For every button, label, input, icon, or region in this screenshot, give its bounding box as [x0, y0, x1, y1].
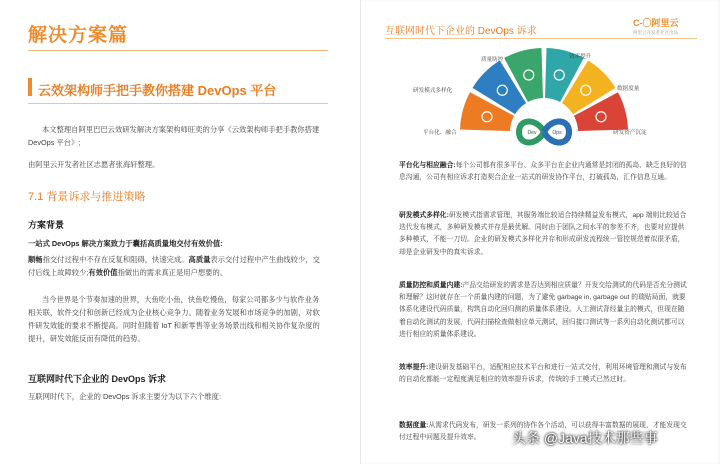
subsection-heading: 7.1 背景诉求与推进策略 [28, 191, 146, 203]
term-quality: 高质量 [188, 255, 211, 264]
context-paragraph: 当今世界是个节奏加速的世界，大鱼吃小鱼，快鱼吃慢鱼，每家公司都多少与软件业务相关联，软件交付和创新已经成为企业核心竞争力。随着业务发展和市场竞争的加剧，对软件研发效能的要求不断提高。同时但随着 IoT 和新零售等业务场景出线和相关协作复杂度的提升，研发效能反而有降低的趋势。 [28, 295, 320, 343]
devops-wheel-svg [399, 44, 689, 156]
term-quality-desc: 表示交付过程中产生曲线较少，交付后线上故障较少; [28, 255, 320, 277]
ops-label: Ops [552, 130, 562, 136]
background-heading: 方案背景 [28, 220, 65, 230]
devops-wheel-diagram [399, 44, 689, 156]
para-efficiency [399, 362, 689, 386]
chapter-title [28, 80, 276, 99]
term-value-desc: 指做出的需求真正是用户想要的。 [117, 268, 228, 277]
label-data-metrics: 数据度量 [617, 86, 640, 92]
para-dev-modes-term: 研发模式多样化: [399, 212, 449, 219]
para-platform [399, 160, 689, 184]
label-platform: 平台化、融合 [423, 130, 457, 136]
logo-subtitle: 阿里云开发者社区出品 [633, 30, 678, 35]
devops-demands-heading: 互联网时代下企业的 DevOps 诉求 [28, 374, 167, 384]
right-page-title: 互联网时代下企业的 DevOps 诉求 [385, 26, 537, 37]
para-efficiency-text: 建设研发基础平台，适配相应技术平台和进行一站式交付，利用环境管理和测试与发布的自动化都能一定程度满足相应的效率提升诉求，传统的手工模式已然过时。 [399, 364, 687, 384]
label-assets: 研发资产沉淀 [613, 130, 647, 136]
term-value: 有效价值 [88, 268, 118, 277]
right-page [360, 0, 720, 464]
para-quality-text: 产品交给研发的需求是否达到相应质量？开发交给测试的代码是否充分测试和理解？这时就存在一个质量内建的问题，为了避免 garbage in, garbage out 的瑞贴局面，就要体系化建设代码质量，构筑自动化回归测的质量体系建设。人工测试背经量主的模式，但现在随着自动化测试的发展，代码扫描检查做相应单元测试，回归接口测试等一系列自动化测试都可以进行相应的质量体系建设。 [399, 282, 687, 338]
chapter-title-text: 云效架构师手把手教你搭建 DevOps 平台 [38, 83, 277, 98]
dev-label: Dev [527, 130, 537, 136]
lead-text: 一站式 DevOps 解决方案致力于囊括高质量地交付有效价值: [28, 239, 223, 248]
para-platform-text: 每个公司都有很多平台、众多平台在企业内通常是封闭的孤岛、缺乏良好的信息沟通，公司有相应诉求打造契合企业一站式的研发协作平台，打破孤岛，汇作信息互通。 [399, 162, 687, 182]
logo-mark: C-〇阿里云 [633, 18, 679, 28]
section-title: 解决方案篇 [28, 25, 129, 46]
editor-note: 由阿里云开发者社区志愿者张海轩整理。 [28, 160, 160, 169]
term-smooth: 顺畅 [28, 255, 43, 264]
publisher-logo [633, 16, 679, 36]
right-page-divider [385, 38, 697, 39]
intro-paragraph: 本文整理自阿里巴巴云效研发解决方案架构师旺奕的分享《云效架构师手把手教你搭建 DevOps 平台》; [28, 125, 320, 147]
para-quality [399, 280, 689, 341]
para-dev-modes-text: 研发模式指需求管理，其服务端比较适合持续精益发布模式，app 端则比较适合迭代发布模式，多种研发模式并存是最优解。同时由于团队之间水平的参差不齐，也要对应提供多种模式，不能一刀切。企业的研发模式多样化并存和形成研发流程统一管控规范着似很矛盾，却是企业研发中的真实诉求。 [399, 212, 687, 256]
para-platform-term: 平台化与相应融合: [399, 162, 456, 169]
para-quality-term: 质量防控和质量内建: [399, 282, 463, 289]
devops-demands-intro: 互联网时代下，企业的 DevOps 诉求主要分为以下六个维度: [28, 392, 221, 401]
para-dev-modes [399, 210, 689, 259]
quality-paragraph [28, 253, 324, 279]
chapter-divider [28, 103, 328, 104]
para-efficiency-term: 效率提升: [399, 364, 429, 371]
watermark: 头条 @Java技术那些事 [512, 430, 658, 446]
label-quality-control: 质量防控 [481, 57, 504, 63]
label-efficiency: 效率提升 [569, 54, 592, 60]
label-dev-modes: 研发模式多样化 [413, 88, 453, 94]
para-metrics-term: 数据度量: [399, 422, 429, 429]
para-metrics-text: 从需求代码发布，研发一系列的协作各个活动，可以获得丰富数据的展现，才能发现交付过程中问题及提升效率。 [399, 422, 687, 442]
section-divider [28, 50, 328, 51]
term-smooth-desc: 指交付过程中不存在反复和阻碍，快速完成。 [42, 255, 189, 264]
lead-line [28, 237, 324, 250]
